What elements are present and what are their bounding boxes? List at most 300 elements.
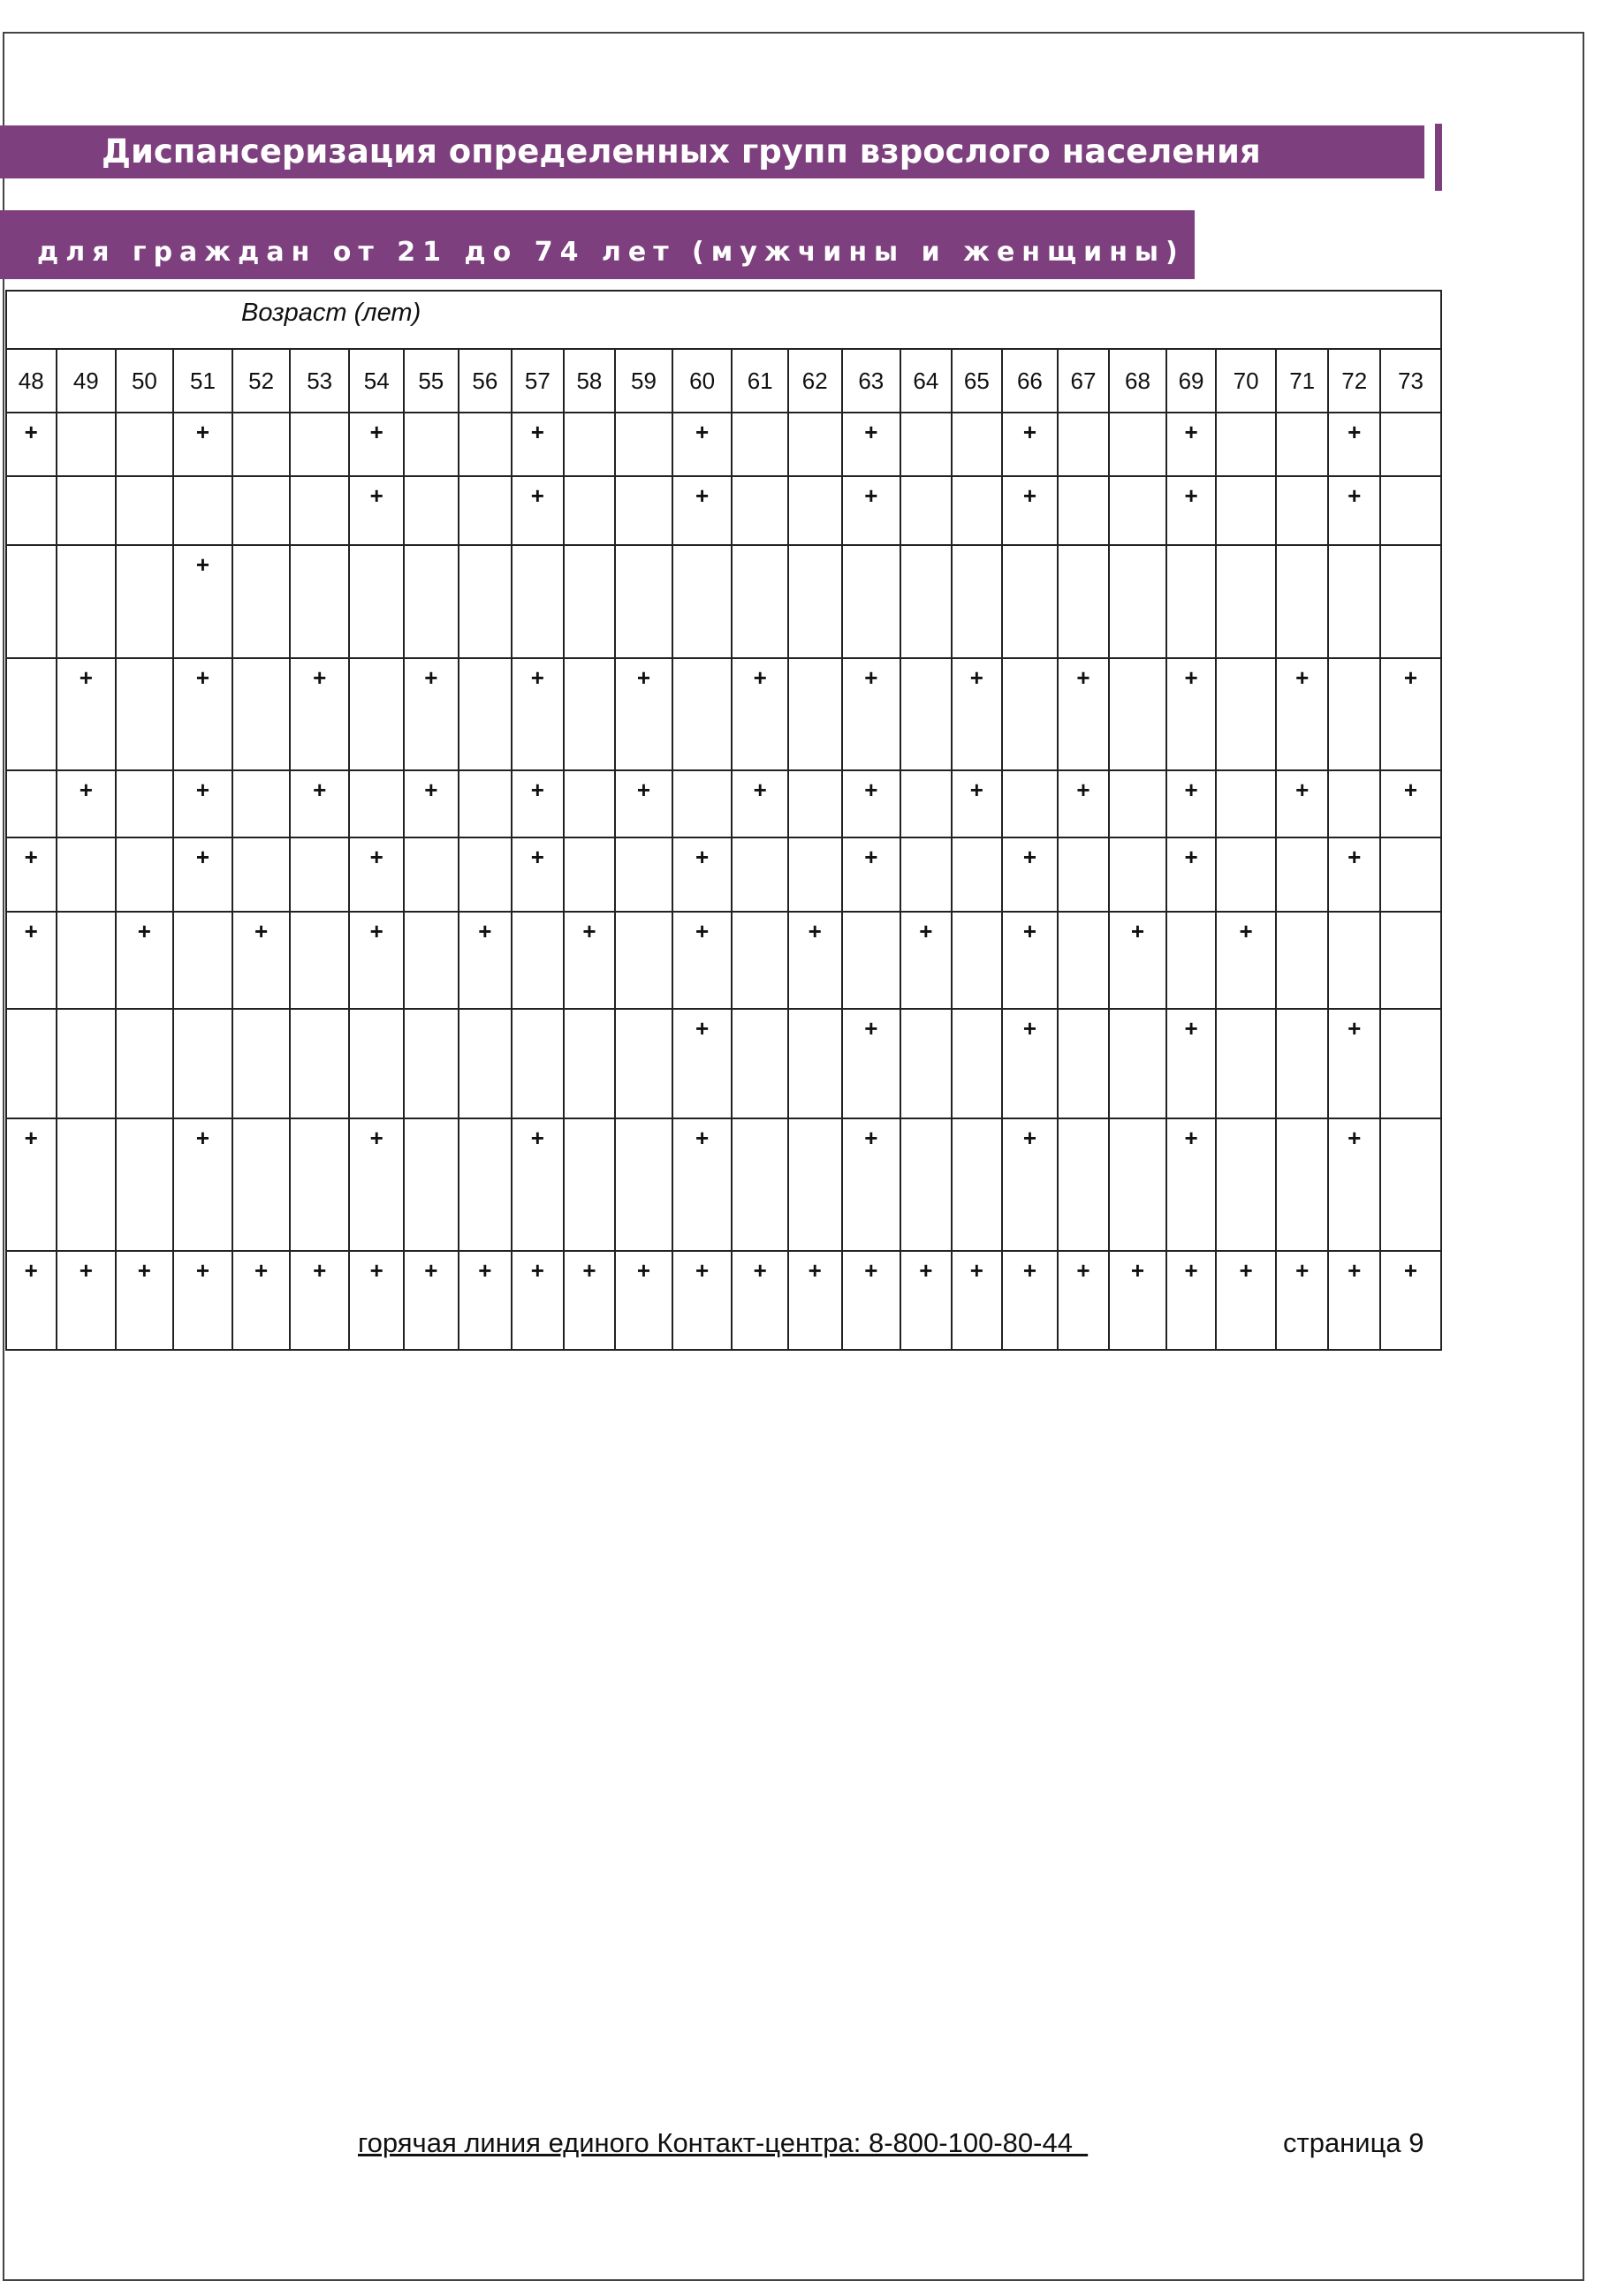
schedule-cell: + — [1166, 1251, 1217, 1350]
schedule-cell — [564, 413, 616, 476]
schedule-cell — [1058, 1009, 1110, 1118]
schedule-cell: + — [1002, 912, 1058, 1009]
schedule-cell — [404, 1118, 459, 1251]
schedule-cell — [116, 1009, 173, 1118]
schedule-cell: + — [1328, 1118, 1380, 1251]
schedule-cell — [672, 658, 733, 770]
schedule-cell — [116, 1118, 173, 1251]
schedule-cell — [116, 658, 173, 770]
schedule-cell — [1216, 413, 1276, 476]
schedule-cell — [1380, 1009, 1441, 1118]
schedule-cell — [1109, 837, 1166, 912]
schedule-cell: + — [6, 1251, 57, 1350]
schedule-cell: + — [1058, 770, 1110, 837]
schedule-cell — [788, 837, 842, 912]
schedule-cell — [1328, 770, 1380, 837]
schedule-cell — [290, 413, 350, 476]
schedule-cell: + — [1216, 912, 1276, 1009]
schedule-cell: + — [512, 1118, 564, 1251]
age-header-cell: 63 — [842, 349, 901, 413]
schedule-cell — [1216, 1009, 1276, 1118]
schedule-cell: + — [952, 770, 1003, 837]
schedule-cell: + — [1276, 1251, 1329, 1350]
schedule-cell — [6, 476, 57, 545]
schedule-row — [6, 413, 1441, 476]
schedule-cell: + — [290, 658, 350, 770]
schedule-cell — [232, 545, 290, 658]
schedule-cell: + — [57, 770, 117, 837]
schedule-cell: + — [1328, 1009, 1380, 1118]
schedule-cell: + — [952, 658, 1003, 770]
schedule-cell — [290, 1118, 350, 1251]
schedule-cell — [615, 545, 672, 658]
age-header-cell: 71 — [1276, 349, 1329, 413]
schedule-cell: + — [1166, 476, 1217, 545]
schedule-cell: + — [6, 413, 57, 476]
schedule-cell — [1058, 476, 1110, 545]
schedule-cell — [57, 1009, 117, 1118]
schedule-cell: + — [1166, 1009, 1217, 1118]
schedule-cell: + — [349, 1251, 404, 1350]
age-header-cell: 59 — [615, 349, 672, 413]
schedule-cell — [232, 1118, 290, 1251]
schedule-cell: + — [512, 837, 564, 912]
schedule-cell: + — [1002, 837, 1058, 912]
schedule-cell: + — [1166, 1118, 1217, 1251]
schedule-cell — [1380, 837, 1441, 912]
schedule-cell — [1166, 545, 1217, 658]
page-title: Диспансеризация определенных групп взрослого населения — [0, 125, 1424, 178]
schedule-cell: + — [732, 770, 788, 837]
age-header-cell: 68 — [1109, 349, 1166, 413]
schedule-cell: + — [732, 658, 788, 770]
schedule-cell — [1166, 912, 1217, 1009]
schedule-cell: + — [1276, 658, 1329, 770]
schedule-cell — [952, 545, 1003, 658]
schedule-cell — [732, 912, 788, 1009]
schedule-cell — [459, 545, 512, 658]
schedule-cell — [1058, 912, 1110, 1009]
schedule-cell — [788, 413, 842, 476]
schedule-cell — [404, 1009, 459, 1118]
schedule-cell — [1380, 476, 1441, 545]
schedule-cell — [1216, 476, 1276, 545]
schedule-cell: + — [6, 1118, 57, 1251]
schedule-cell — [952, 476, 1003, 545]
schedule-cell — [788, 1009, 842, 1118]
schedule-cell: + — [1109, 1251, 1166, 1350]
schedule-cell: + — [1002, 476, 1058, 545]
schedule-cell — [6, 1009, 57, 1118]
schedule-cell — [6, 770, 57, 837]
schedule-cell — [1002, 770, 1058, 837]
age-header-cell: 60 — [672, 349, 733, 413]
schedule-cell — [57, 545, 117, 658]
schedule-cell: + — [615, 1251, 672, 1350]
screening-schedule-table — [5, 290, 1442, 1351]
schedule-cell — [349, 770, 404, 837]
schedule-cell: + — [173, 413, 233, 476]
schedule-cell — [116, 770, 173, 837]
schedule-cell: + — [173, 837, 233, 912]
schedule-cell — [564, 1118, 616, 1251]
schedule-cell — [732, 1118, 788, 1251]
schedule-cell — [842, 545, 901, 658]
schedule-row — [6, 912, 1441, 1009]
schedule-cell — [1380, 545, 1441, 658]
title-accent-bar — [1435, 124, 1442, 191]
schedule-cell: + — [1380, 1251, 1441, 1350]
schedule-cell — [290, 545, 350, 658]
schedule-cell — [1109, 476, 1166, 545]
schedule-cell — [459, 1009, 512, 1118]
age-caption-row — [6, 291, 1441, 349]
schedule-cell — [1216, 770, 1276, 837]
schedule-cell — [349, 545, 404, 658]
schedule-cell: + — [672, 837, 733, 912]
schedule-cell: + — [57, 1251, 117, 1350]
schedule-cell: + — [349, 837, 404, 912]
schedule-cell — [900, 1118, 952, 1251]
age-header-cell: 73 — [1380, 349, 1441, 413]
schedule-cell — [512, 545, 564, 658]
schedule-cell — [1216, 1118, 1276, 1251]
schedule-cell — [732, 413, 788, 476]
page-number: страница 9 — [1283, 2127, 1424, 2158]
schedule-cell — [1058, 837, 1110, 912]
schedule-cell — [173, 1009, 233, 1118]
schedule-cell — [1380, 413, 1441, 476]
schedule-cell: + — [512, 658, 564, 770]
age-header-row — [6, 349, 1441, 413]
schedule-cell: + — [1002, 1251, 1058, 1350]
schedule-cell: + — [459, 1251, 512, 1350]
schedule-cell: + — [512, 1251, 564, 1350]
age-header-cell: 54 — [349, 349, 404, 413]
schedule-cell: + — [1166, 413, 1217, 476]
schedule-cell: + — [404, 658, 459, 770]
schedule-cell: + — [1380, 770, 1441, 837]
schedule-cell — [564, 476, 616, 545]
schedule-cell — [788, 658, 842, 770]
schedule-cell: + — [672, 1118, 733, 1251]
schedule-cell — [232, 770, 290, 837]
schedule-cell: + — [1166, 770, 1217, 837]
schedule-cell — [900, 837, 952, 912]
schedule-cell — [232, 1009, 290, 1118]
schedule-cell: + — [1002, 1009, 1058, 1118]
schedule-cell — [615, 1118, 672, 1251]
schedule-cell: + — [842, 1118, 901, 1251]
schedule-cell: + — [232, 912, 290, 1009]
schedule-cell — [232, 837, 290, 912]
schedule-cell — [57, 837, 117, 912]
age-header-cell: 69 — [1166, 349, 1217, 413]
schedule-cell: + — [1216, 1251, 1276, 1350]
schedule-cell: + — [564, 1251, 616, 1350]
schedule-cell — [57, 1118, 117, 1251]
schedule-cell — [232, 658, 290, 770]
schedule-cell — [615, 837, 672, 912]
schedule-cell: + — [672, 912, 733, 1009]
schedule-cell: + — [1328, 476, 1380, 545]
schedule-cell — [788, 476, 842, 545]
schedule-cell: + — [842, 1009, 901, 1118]
schedule-cell — [290, 912, 350, 1009]
schedule-cell — [952, 413, 1003, 476]
schedule-cell: + — [6, 837, 57, 912]
schedule-cell: + — [57, 658, 117, 770]
schedule-cell — [1216, 837, 1276, 912]
schedule-cell: + — [564, 912, 616, 1009]
schedule-cell — [57, 476, 117, 545]
schedule-cell: + — [1058, 658, 1110, 770]
schedule-cell: + — [1166, 658, 1217, 770]
schedule-cell — [900, 658, 952, 770]
schedule-cell — [900, 545, 952, 658]
schedule-cell — [1216, 658, 1276, 770]
age-header-cell: 55 — [404, 349, 459, 413]
schedule-cell — [459, 658, 512, 770]
schedule-cell — [173, 912, 233, 1009]
age-header-cell: 61 — [732, 349, 788, 413]
schedule-cell: + — [1276, 770, 1329, 837]
schedule-cell: + — [615, 770, 672, 837]
schedule-cell: + — [788, 912, 842, 1009]
schedule-cell: + — [173, 1251, 233, 1350]
age-header-cell: 48 — [6, 349, 57, 413]
schedule-cell: + — [842, 1251, 901, 1350]
age-header-cell: 70 — [1216, 349, 1276, 413]
age-header-cell: 57 — [512, 349, 564, 413]
schedule-cell — [1109, 413, 1166, 476]
schedule-cell: + — [732, 1251, 788, 1350]
schedule-cell — [6, 658, 57, 770]
schedule-cell: + — [952, 1251, 1003, 1350]
schedule-cell — [1058, 1118, 1110, 1251]
schedule-cell: + — [672, 476, 733, 545]
schedule-cell — [564, 770, 616, 837]
schedule-cell — [952, 912, 1003, 1009]
schedule-cell — [900, 1009, 952, 1118]
schedule-cell: + — [232, 1251, 290, 1350]
schedule-cell — [459, 837, 512, 912]
age-header-cell: 50 — [116, 349, 173, 413]
schedule-cell: + — [404, 1251, 459, 1350]
schedule-cell — [349, 658, 404, 770]
schedule-cell — [116, 545, 173, 658]
schedule-cell — [900, 476, 952, 545]
schedule-cell — [1002, 545, 1058, 658]
schedule-cell — [1380, 1118, 1441, 1251]
schedule-cell — [1109, 658, 1166, 770]
schedule-cell: + — [615, 658, 672, 770]
age-header-cell: 56 — [459, 349, 512, 413]
schedule-row — [6, 837, 1441, 912]
schedule-cell: + — [349, 413, 404, 476]
schedule-cell — [1058, 545, 1110, 658]
schedule-cell: + — [1166, 837, 1217, 912]
schedule-cell — [732, 837, 788, 912]
schedule-cell: + — [1002, 413, 1058, 476]
schedule-cell — [1109, 545, 1166, 658]
page-subtitle: для граждан от 21 до 74 лет (мужчины и женщины) — [0, 210, 1195, 279]
schedule-cell — [116, 476, 173, 545]
age-header-cell: 49 — [57, 349, 117, 413]
schedule-cell: + — [173, 1118, 233, 1251]
schedule-cell: + — [349, 912, 404, 1009]
schedule-cell: + — [788, 1251, 842, 1350]
schedule-cell — [788, 1118, 842, 1251]
schedule-cell: + — [290, 1251, 350, 1350]
schedule-cell: + — [459, 912, 512, 1009]
schedule-cell: + — [404, 770, 459, 837]
age-header-cell: 65 — [952, 349, 1003, 413]
age-header-cell: 72 — [1328, 349, 1380, 413]
schedule-cell — [615, 413, 672, 476]
schedule-row — [6, 1118, 1441, 1251]
schedule-cell — [349, 1009, 404, 1118]
schedule-cell — [952, 1009, 1003, 1118]
schedule-cell — [173, 476, 233, 545]
schedule-cell — [1109, 770, 1166, 837]
schedule-cell — [672, 545, 733, 658]
schedule-cell — [1276, 413, 1329, 476]
schedule-cell: + — [173, 658, 233, 770]
schedule-cell: + — [512, 770, 564, 837]
schedule-cell: + — [1002, 1118, 1058, 1251]
schedule-cell: + — [1328, 1251, 1380, 1350]
schedule-cell: + — [116, 912, 173, 1009]
schedule-cell: + — [6, 912, 57, 1009]
schedule-cell — [1328, 658, 1380, 770]
schedule-cell — [404, 476, 459, 545]
schedule-cell: + — [842, 658, 901, 770]
schedule-cell — [1380, 912, 1441, 1009]
schedule-cell — [116, 413, 173, 476]
schedule-cell — [290, 837, 350, 912]
hotline-footer: горячая линия единого Контакт-центра: 8-800-100-80-44 — [358, 2127, 1089, 2158]
age-header-cell: 51 — [173, 349, 233, 413]
age-header-cell: 52 — [232, 349, 290, 413]
schedule-cell — [459, 1118, 512, 1251]
schedule-cell: + — [349, 1118, 404, 1251]
schedule-cell — [290, 1009, 350, 1118]
schedule-cell — [232, 476, 290, 545]
schedule-cell — [57, 912, 117, 1009]
schedule-cell: + — [290, 770, 350, 837]
schedule-cell: + — [1058, 1251, 1110, 1350]
schedule-cell — [290, 476, 350, 545]
schedule-row — [6, 658, 1441, 770]
schedule-row — [6, 476, 1441, 545]
schedule-row — [6, 1009, 1441, 1118]
schedule-cell — [459, 476, 512, 545]
schedule-cell: + — [900, 1251, 952, 1350]
schedule-cell — [732, 1009, 788, 1118]
schedule-cell: + — [349, 476, 404, 545]
schedule-cell: + — [1328, 837, 1380, 912]
schedule-cell — [564, 658, 616, 770]
schedule-cell: + — [842, 476, 901, 545]
schedule-cell — [1058, 413, 1110, 476]
schedule-cell — [116, 837, 173, 912]
schedule-cell — [512, 912, 564, 1009]
schedule-row — [6, 770, 1441, 837]
schedule-cell — [1276, 476, 1329, 545]
schedule-cell: + — [672, 1009, 733, 1118]
schedule-cell: + — [672, 1251, 733, 1350]
schedule-cell — [512, 1009, 564, 1118]
schedule-cell — [1276, 1009, 1329, 1118]
schedule-cell — [1216, 545, 1276, 658]
age-header-cell: 53 — [290, 349, 350, 413]
schedule-cell — [900, 770, 952, 837]
schedule-cell — [404, 837, 459, 912]
schedule-cell — [1276, 545, 1329, 658]
schedule-cell: + — [842, 837, 901, 912]
schedule-cell — [788, 770, 842, 837]
schedule-cell — [732, 545, 788, 658]
schedule-cell: + — [1380, 658, 1441, 770]
schedule-cell: + — [672, 413, 733, 476]
schedule-cell — [1276, 912, 1329, 1009]
schedule-cell — [615, 1009, 672, 1118]
schedule-cell — [57, 413, 117, 476]
schedule-cell — [952, 1118, 1003, 1251]
schedule-row — [6, 1251, 1441, 1350]
age-header-cell: 64 — [900, 349, 952, 413]
schedule-cell — [672, 770, 733, 837]
schedule-cell: + — [842, 770, 901, 837]
schedule-cell — [404, 413, 459, 476]
schedule-cell — [459, 770, 512, 837]
schedule-cell: + — [900, 912, 952, 1009]
schedule-cell: + — [173, 545, 233, 658]
schedule-row — [6, 545, 1441, 658]
schedule-cell: + — [1109, 912, 1166, 1009]
schedule-cell: + — [512, 413, 564, 476]
schedule-cell — [842, 912, 901, 1009]
schedule-cell — [615, 476, 672, 545]
schedule-cell: + — [1328, 413, 1380, 476]
age-header-cell: 58 — [564, 349, 616, 413]
schedule-cell: + — [173, 770, 233, 837]
schedule-cell — [788, 545, 842, 658]
schedule-cell — [6, 545, 57, 658]
schedule-cell — [900, 413, 952, 476]
schedule-cell — [232, 413, 290, 476]
schedule-cell — [564, 545, 616, 658]
schedule-cell — [404, 912, 459, 1009]
schedule-cell — [1276, 1118, 1329, 1251]
schedule-cell — [459, 413, 512, 476]
age-caption: Возраст (лет) — [6, 291, 1441, 349]
schedule-cell — [1109, 1118, 1166, 1251]
age-header-cell: 67 — [1058, 349, 1110, 413]
schedule-cell: + — [842, 413, 901, 476]
schedule-cell — [1276, 837, 1329, 912]
schedule-cell — [1328, 912, 1380, 1009]
schedule-cell — [1328, 545, 1380, 658]
schedule-cell: + — [512, 476, 564, 545]
schedule-cell — [732, 476, 788, 545]
schedule-cell — [564, 837, 616, 912]
schedule-cell: + — [116, 1251, 173, 1350]
schedule-cell — [1109, 1009, 1166, 1118]
schedule-cell — [404, 545, 459, 658]
schedule-cell — [952, 837, 1003, 912]
